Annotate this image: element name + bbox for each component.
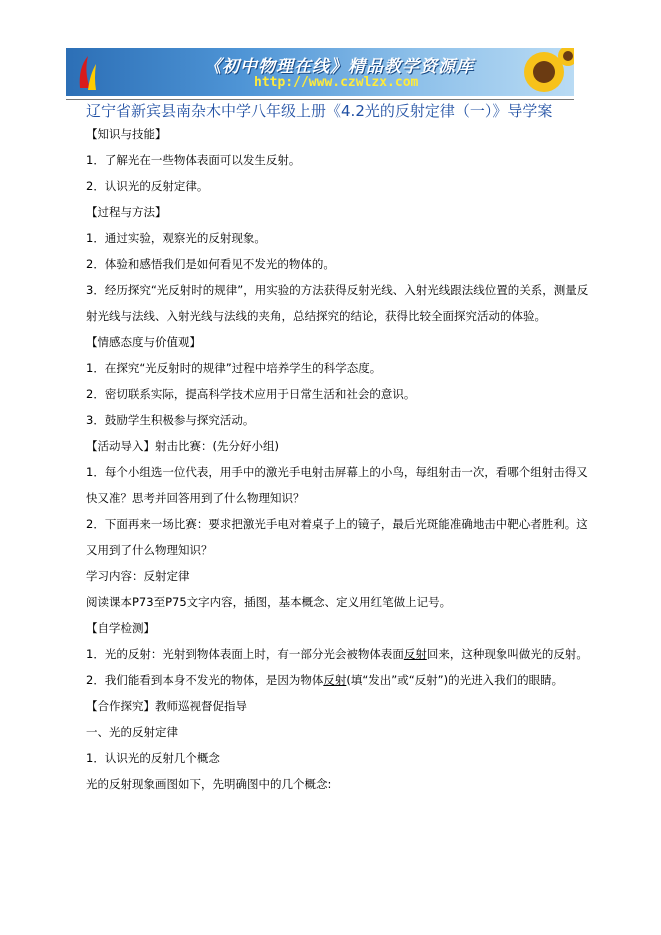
text-line: 学习内容：反射定律 (86, 569, 190, 583)
text-paragraph: 1．每个小组选一位代表，用手中的激光手电射击屏幕上的小鸟，每组射击一次，看哪个组射击得又快又准？思考并回答用到了什么物理知识？ (86, 465, 588, 505)
question-text: (填“发出”或“反射”)的光进入我们的眼睛。 (346, 673, 564, 687)
sunflower-icon (514, 48, 574, 96)
fill-in-line (86, 672, 563, 688)
text-paragraph: 3．经历探究“光反射时的规律”，用实验的方法获得反射光线、入射光线跟法线位置的关系，测量反射光线与法线、入射光线与法线的夹角，总结探究的结论，获得比较全面探究活动的体验。 (86, 283, 589, 323)
document-title: 辽宁省新宾县南杂木中学八年级上册《4.2光的反射定律（一）》导学案 (86, 102, 553, 120)
section-heading: 【自学检测】 (86, 621, 155, 635)
text-paragraph: 2．下面再来一场比赛：要求把激光手电对着桌子上的镜子，最后光斑能准确地击中靶心者胜利。这又用到了什么物理知识？ (86, 517, 588, 557)
text-line: 光的反射现象画图如下，先明确图中的几个概念: (86, 777, 332, 791)
section-heading: 【情感态度与价值观】 (86, 335, 201, 349)
subsection-heading: 一、光的反射定律 (86, 725, 178, 739)
text-line: 3．鼓励学生积极参与探究活动。 (86, 413, 255, 427)
question-text: 回来，这种现象叫做光的反射。 (426, 647, 588, 661)
question-text: 2．我们能看到本身不发光的物体，是因为物体 (86, 673, 324, 687)
section-heading: 【过程与方法】 (86, 205, 167, 219)
section-heading: 【合作探究】教师巡视督促指导 (86, 699, 247, 713)
text-line: 1．了解光在一些物体表面可以发生反射。 (86, 153, 301, 167)
text-line: 1．认识光的反射几个概念 (86, 751, 220, 765)
logo-icon (76, 52, 98, 92)
text-line: 1．在探究“光反射时的规律”过程中培养学生的科学态度。 (86, 361, 382, 375)
text-line: 阅读课本P73至P75文字内容，插图，基本概念、定义用红笔做上记号。 (86, 595, 452, 609)
banner-url: http://www.czwlzx.com (254, 75, 419, 90)
answer-blank: 反射 (403, 647, 427, 661)
section-heading: 【活动导入】射击比赛：(先分好小组) (86, 439, 279, 453)
text-line: 2．认识光的反射定律。 (86, 179, 209, 193)
banner-title: 《初中物理在线》精品教学资源库 (204, 57, 474, 77)
fill-in-line (86, 646, 588, 662)
text-line: 1．通过实验，观察光的反射现象。 (86, 231, 266, 245)
answer-blank: 反射 (323, 673, 347, 687)
text-line: 2．体验和感悟我们是如何看见不发光的物体的。 (86, 257, 335, 271)
section-heading: 【知识与技能】 (86, 127, 167, 141)
text-line: 2．密切联系实际，提高科学技术应用于日常生活和社会的意识。 (86, 387, 416, 401)
header-banner (66, 48, 574, 96)
question-text: 1．光的反射：光射到物体表面上时，有一部分光会被物体表面 (86, 647, 404, 661)
